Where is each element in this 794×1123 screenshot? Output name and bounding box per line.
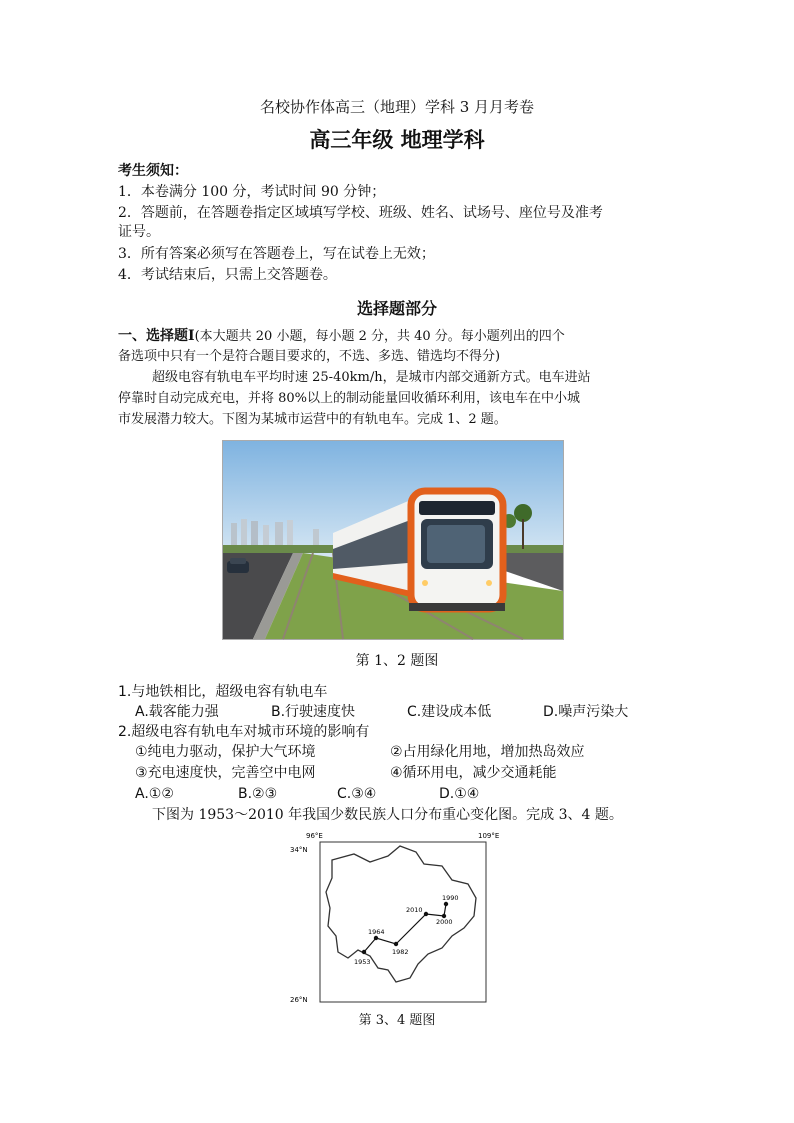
notice-item: 2．答题前，在答题卷指定区域填写学校、班级、姓名、试场号、座位号及准考 [118, 205, 603, 221]
lat-bottom-label: 26°N [290, 996, 308, 1004]
q1-option-b[interactable]: B.行驶速度快 [271, 704, 356, 720]
figure-1-caption: 第 1、2 题图 [355, 653, 439, 669]
passage-line: 超级电容有轨电车平均时速 25-40km/h，是城市内部交通新方式。电车进站 [152, 370, 591, 385]
q1-option-d[interactable]: D.噪声污染大 [543, 704, 629, 720]
part-desc: (本大题共 20 小题，每小题 2 分，共 40 分。每小题列出的四个 [194, 329, 565, 344]
section-title: 选择题部分 [356, 299, 437, 318]
passage-2: 下图为 1953～2010 年我国少数民族人口分布重心变化图。完成 3、4 题。 [152, 807, 623, 823]
exam-title: 高三年级 地理学科 [309, 128, 485, 152]
lat-top-label: 34°N [290, 846, 308, 854]
tram-photo [222, 440, 564, 640]
point-label: 2010 [406, 906, 423, 914]
part-desc-cont: 备选项中只有一个是符合题目要求的，不选、多选、错选均不得分) [118, 349, 501, 364]
part-label: 一、选择题Ⅰ [118, 328, 195, 344]
question-2-stem: 2.超级电容有轨电车对城市环境的影响有 [118, 724, 370, 740]
population-centroid-map [290, 832, 500, 1007]
region-outline [326, 846, 476, 982]
point-label: 1982 [392, 948, 409, 956]
centroid-point [424, 912, 428, 916]
q2-statement: ④循环用电，减少交通耗能 [390, 765, 557, 781]
centroid-point [394, 942, 398, 946]
q2-statement: ①纯电力驱动，保护大气环境 [135, 744, 316, 760]
centroid-point [374, 936, 378, 940]
q2-option-a[interactable]: A.①② [135, 786, 174, 802]
tram-illustration [223, 441, 563, 639]
exam-subtitle: 名校协作体高三（地理）学科 3 月月考卷 [259, 98, 535, 116]
q2-option-b[interactable]: B.②③ [238, 786, 278, 802]
q2-statement: ②占用绿化用地，增加热岛效应 [390, 744, 585, 760]
figure-2-caption: 第 3、4 题图 [358, 1013, 436, 1028]
point-label: 1953 [354, 958, 371, 966]
notice-item: 证号。 [118, 224, 160, 240]
point-label: 1990 [442, 894, 459, 902]
part-intro [118, 327, 565, 346]
map-svg [290, 832, 500, 1007]
q2-statement: ③充电速度快，完善空中电网 [135, 765, 316, 781]
question-1-stem: 1.与地铁相比，超级电容有轨电车 [118, 684, 328, 700]
q1-option-c[interactable]: C.建设成本低 [407, 704, 492, 720]
notice-item: 4．考试结束后，只需上交答题卷。 [118, 267, 337, 283]
point-label: 1964 [368, 928, 385, 936]
centroid-point [444, 902, 448, 906]
lon-right-label: 109°E [478, 832, 500, 840]
centroid-point [362, 950, 366, 954]
notice-heading: 考生须知： [118, 163, 188, 179]
q2-option-c[interactable]: C.③④ [337, 786, 377, 802]
point-label: 2000 [436, 918, 453, 926]
passage-line: 市发展潜力较大。下图为某城市运营中的有轨电车。完成 1、2 题。 [118, 412, 507, 427]
passage-line: 停靠时自动完成充电，并将 80%以上的制动能量回收循环利用，该电车在中小城 [118, 391, 581, 406]
q1-option-a[interactable]: A.载客能力强 [135, 704, 219, 720]
lon-left-label: 96°E [306, 832, 323, 840]
notice-item: 3．所有答案必须写在答题卷上，写在试卷上无效； [118, 246, 435, 262]
q2-option-d[interactable]: D.①④ [439, 786, 480, 802]
notice-item: 1．本卷满分 100 分，考试时间 90 分钟； [118, 184, 386, 200]
